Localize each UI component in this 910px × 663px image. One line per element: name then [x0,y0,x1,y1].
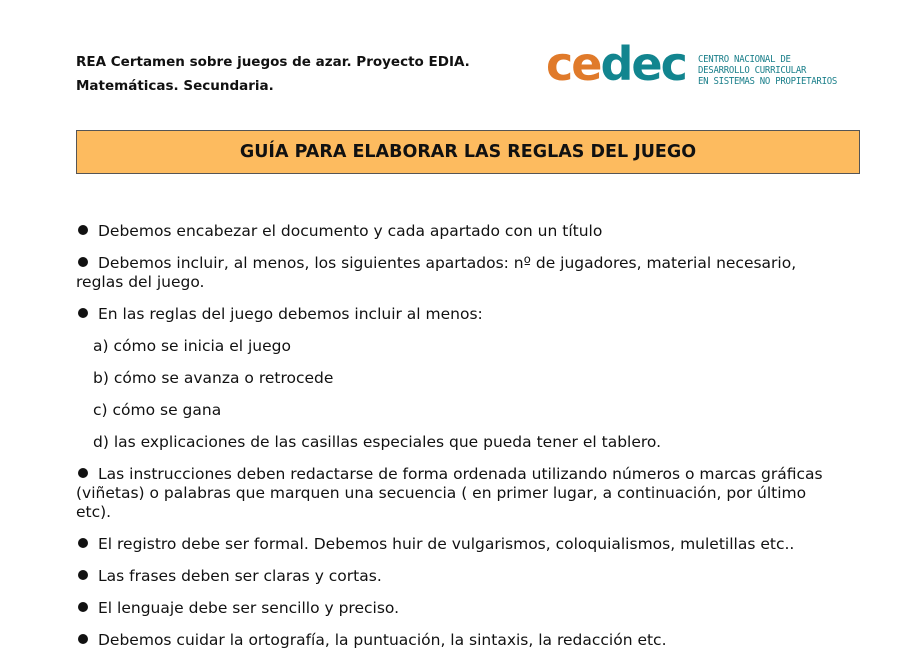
item-text: b) cómo se avanza o retrocede [93,369,334,387]
bullet-item [76,222,836,241]
bullet-item [76,567,836,586]
logo-word-part-2: dec [600,37,686,91]
document-header [76,50,470,98]
sub-item [76,433,836,452]
logo-caption [698,54,837,87]
logo-wordmark [546,36,686,92]
item-text: El registro debe ser formal. Debemos huir de vulgarismos, coloquialismos, muletillas etc.. [98,535,795,553]
sub-item [76,337,836,356]
item-text: c) cómo se gana [93,401,222,419]
bullet-item [76,535,836,554]
logo-caption-line-1: CENTRO NACIONAL DE [698,54,791,65]
logo-word-part-1: ce [546,37,601,91]
bullet-icon [78,634,88,644]
bullet-icon [78,602,88,612]
item-text: a) cómo se inicia el juego [93,337,291,355]
item-text: Debemos encabezar el documento y cada apartado con un título [98,222,603,240]
logo-caption-line-2: DESARROLLO CURRICULAR [698,65,807,76]
header-line-2: Matemáticas. Secundaria. [76,78,274,94]
item-text: Las frases deben ser claras y cortas. [98,567,382,585]
rules-list [76,222,836,663]
item-text: Las instrucciones deben redactarse de forma ordenada utilizando números o marcas gráficas (viñetas) o palabras que marquen una secuencia ( en primer lugar, a continuación, por último etc). [76,465,823,521]
bullet-item [76,465,836,522]
sub-item [76,401,836,420]
bullet-item [76,599,836,618]
bullet-icon [78,308,88,318]
bullet-icon [78,538,88,548]
bullet-icon [78,468,88,478]
bullet-item [76,631,836,650]
title-banner [76,130,860,174]
bullet-item [76,254,836,292]
bullet-icon [78,570,88,580]
sub-item [76,369,836,388]
bullet-icon [78,257,88,267]
item-text: En las reglas del juego debemos incluir al menos: [98,305,483,323]
bullet-icon [78,225,88,235]
item-text: Debemos incluir, al menos, los siguientes apartados: nº de jugadores, material necesario, reglas del juego. [76,254,797,291]
header-line-1: REA Certamen sobre juegos de azar. Proyecto EDIA. [76,54,470,70]
item-text: d) las explicaciones de las casillas especiales que pueda tener el tablero. [93,433,662,451]
item-text: El lenguaje debe ser sencillo y preciso. [98,599,400,617]
cedec-logo [546,37,866,92]
page-title: GUÍA PARA ELABORAR LAS REGLAS DEL JUEGO [239,142,697,162]
logo-caption-line-3: EN SISTEMAS NO PROPIETARIOS [698,76,838,87]
bullet-item [76,305,836,324]
item-text: Debemos cuidar la ortografía, la puntuación, la sintaxis, la redacción etc. [98,631,667,649]
